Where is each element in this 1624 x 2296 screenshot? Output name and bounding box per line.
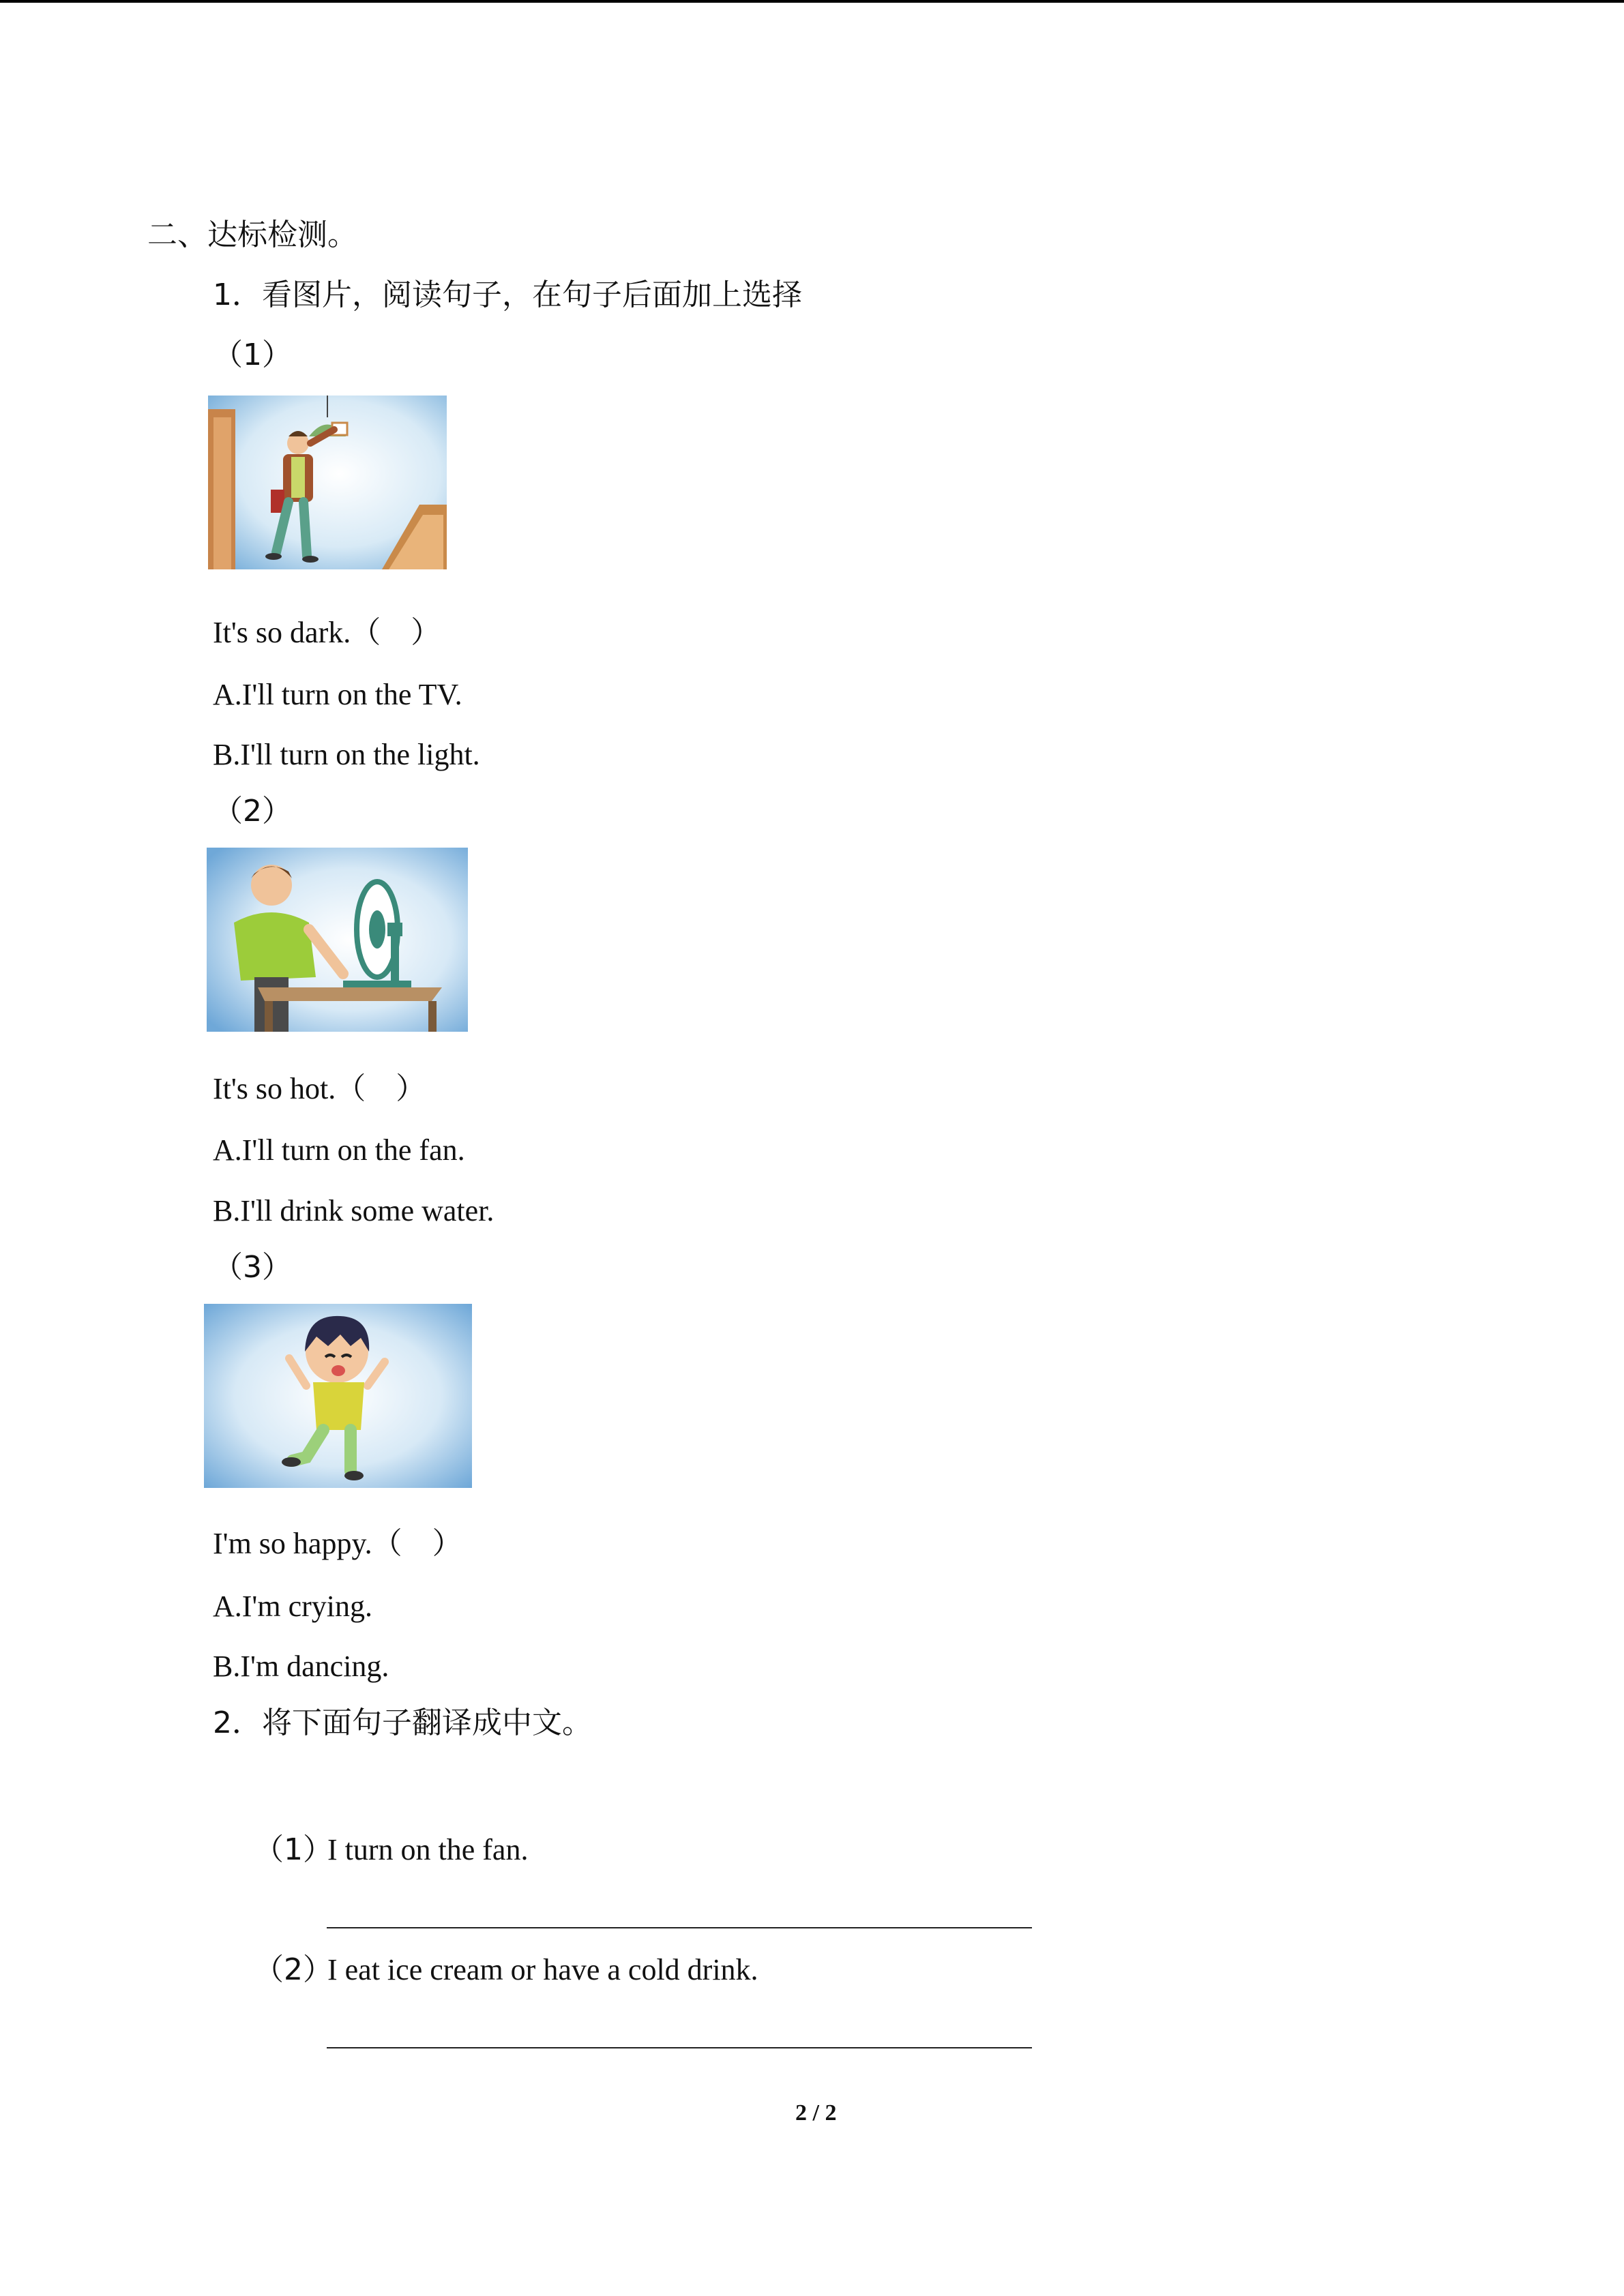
q1-item1-option-b: B.I'll turn on the light. <box>213 738 480 771</box>
q2-item2-number: （2） <box>254 1952 333 1987</box>
q1-instruction: 1．看图片，阅读句子，在句子后面加上选择 <box>213 278 802 312</box>
q2-item2-sentence: I eat ice cream or have a cold drink. <box>327 1953 758 1986</box>
man-turning-on-fan-image <box>207 848 468 1032</box>
q1-item3-option-a: A.I'm crying. <box>213 1590 372 1623</box>
q1-item3-option-b: B.I'm dancing. <box>213 1650 389 1683</box>
q1-item2-number: （2） <box>213 794 292 829</box>
top-border <box>0 0 1624 3</box>
q1-item1-option-a: A.I'll turn on the TV. <box>213 678 462 711</box>
q1-item3-sentence: I'm so happy.（ ） <box>213 1527 462 1560</box>
happy-boy-dancing-image <box>204 1304 472 1488</box>
q1-item1-sentence: It's so dark.（ ） <box>213 616 441 649</box>
page-number: 2 / 2 <box>795 2100 837 2126</box>
section-title: 二、达标检测。 <box>147 218 357 252</box>
q2-item1-answer-line <box>327 1927 1032 1928</box>
q2-item1-sentence: I turn on the fan. <box>327 1833 529 1866</box>
q1-item1-number: （1） <box>213 338 292 372</box>
q1-item3-number: （3） <box>213 1250 292 1285</box>
man-turning-on-light-image <box>208 396 447 569</box>
q1-item2-option-a: A.I'll turn on the fan. <box>213 1133 465 1167</box>
q2-item1-number: （1） <box>254 1832 333 1867</box>
q2-instruction: 2．将下面句子翻译成中文。 <box>213 1705 592 1740</box>
q1-item2-option-b: B.I'll drink some water. <box>213 1194 494 1227</box>
q1-item2-sentence: It's so hot.（ ） <box>213 1072 426 1105</box>
q2-item2-answer-line <box>327 2047 1032 2048</box>
